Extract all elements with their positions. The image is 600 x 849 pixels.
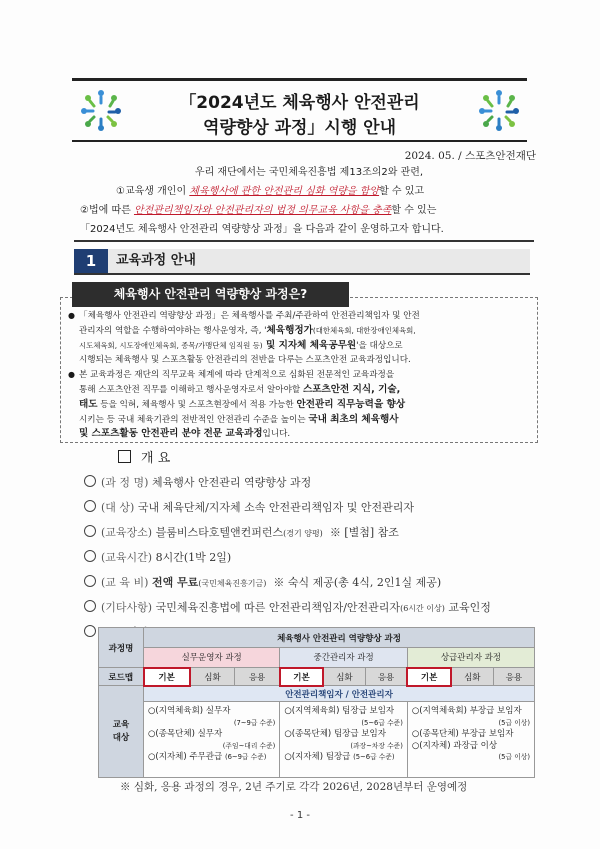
section-number: 1 — [74, 249, 108, 273]
overview-item: (교 육 비) 전액 무료(국민체육진흥기금) ※ 숙식 제공(총 4식, 2인1실 제공) — [84, 574, 441, 590]
intro-line-4: 「2024년도 체육행사 안전관리 역량향상 과정」을 다음과 같이 운영하고자 합니다. — [80, 224, 444, 235]
group-middle-manager: 중간관리자 과정 — [280, 648, 408, 668]
intro-line-3: ②법에 따른 안전관리책임자와 안전관리자의 법정 의무교육 사항을 충족할 수 있는 — [80, 205, 437, 216]
target-label: 교육 대상 — [99, 686, 144, 778]
overview-item: (과 정 명) 체육행사 안전관리 역량향상 과정 — [84, 474, 311, 490]
course-description-bullets — [68, 309, 534, 442]
header-rule-top — [72, 78, 527, 81]
level-applied: 응용 — [493, 668, 534, 686]
roadmap-label: 로드맵 — [99, 668, 144, 686]
target-middle-manager: ○(지역체육회) 팀장급 보임자 (5~6급 수준) ○(종목단체) 팀장급 보임자 (과장~차장 수준) ○(지자체) 팀장급 (5~6급 수준) — [280, 702, 408, 778]
level-advanced: 심화 — [323, 668, 365, 686]
target-practitioner: ○(지역체육회) 실무자 (7~9급 수준) ○(종목단체) 실무자 (주임~대리 수준) ○(지자체) 주무관급 (6~9급 수준) — [144, 702, 280, 778]
intro-line-2: ①교육생 개인이 체육행사에 관한 안전관리 심화 역량을 함양할 수 있고 — [116, 186, 425, 197]
target-header: 안전관리책임자 / 안전관리자 — [144, 686, 535, 702]
intro-line-1: 우리 재단에서는 국민체육진흥법 제13조의2와 관련, — [194, 167, 424, 178]
square-bullet-icon — [118, 450, 131, 463]
date-organization: 2024. 05. / 스포츠안전재단 — [404, 150, 536, 162]
title-line-1: 「2024년도 체육행사 안전관리 — [179, 93, 420, 113]
circle-bullet-icon — [84, 575, 96, 587]
course-description-title: 체육행사 안전관리 역량향상 과정은? — [72, 282, 349, 307]
circle-bullet-icon — [84, 525, 96, 537]
level-basic: 기본 — [407, 668, 451, 686]
intro-rule — [74, 240, 534, 242]
circle-bullet-icon — [84, 500, 96, 512]
bullet-1: ● 「체육행사 안전관리 역량향상 과정」은 체육행사를 주최/주관하여 안전관리책임자 및 안전 관리자의 역할을 수행하여야하는 행사운영자, 즉, '체육행정가(대한체육회, 대한장애인체육회, 시도체육회, 시도장애인체육회, 종목/가맹단체 임직원 등) 및 지자체 체육공무원'을 대상으로 시행되는 체육행사 및 스포츠활동 안전관리의 전반을 다루는 스포츠안전 교육과정입니다. — [68, 309, 534, 368]
level-basic: 기본 — [280, 668, 323, 686]
group-senior-manager: 상급관리자 과정 — [407, 648, 534, 668]
group-practitioner: 실무운영자 과정 — [144, 648, 280, 668]
program-name: 체육행사 안전관리 역량향상 과정 — [144, 628, 535, 648]
education-system-table — [98, 627, 535, 778]
header-rule-bottom — [72, 140, 527, 142]
circle-bullet-icon — [84, 625, 96, 637]
intro-paragraph — [74, 163, 544, 239]
circle-bullet-icon — [84, 600, 96, 612]
footnote: ※ 심화, 응용 과정의 경우, 2년 주기로 각각 2026년, 2028년부터 운영예정 — [120, 781, 468, 793]
overview-item: (대 상) 국내 체육단체/지자체 소속 안전관리책임자 및 안전관리자 — [84, 499, 414, 515]
level-advanced: 심화 — [451, 668, 493, 686]
overview-item: (기타사항) 국민체육진흥법에 따른 안전관리책임자/안전관리자(6시간 이상) 교육인정 — [84, 599, 491, 615]
page-number: - 1 - — [290, 810, 310, 821]
level-basic: 기본 — [144, 668, 190, 686]
overview-item: (교육장소) 블룸비스타호텔앤컨퍼런스(경기 양평) ※ [별첨] 참조 — [84, 524, 399, 540]
overview-item: (교육시간) 8시간(1박 2일) — [84, 549, 231, 565]
circle-bullet-icon — [84, 550, 96, 562]
overview-heading: 개 요 — [118, 447, 170, 466]
level-applied: 응용 — [235, 668, 280, 686]
section-title: 교육과정 안내 — [116, 253, 196, 268]
target-senior-manager: ○(지역체육회) 부장급 보임자 (5급 이상) ○(종목단체) 부장급 보임자 ○(지자체) 과장급 이상 (5급 이상) — [407, 702, 534, 778]
level-applied: 응용 — [365, 668, 407, 686]
bullet-2: ● 본 교육과정은 재단의 직무교육 체계에 따라 단계적으로 심화된 전문적인 교육과정을 통해 스포츠안전 직무를 이해하고 행사운영자로서 알아야할 스포츠안전 지식, 기술, 태도 등을 익혀, 체육행사 및 스포츠현장에서 적용 가능한 안전관리 직무능력을 향상 시키는 등 국내 체육기관의 전반적인 안전관리 수준을 높이는 국내 최초의 체육행사 및 스포츠활동 안전관리 분야 전문 교육과정입니다. — [68, 368, 534, 442]
title-line-2: 역량향상 과정」시행 안내 — [202, 118, 397, 138]
circle-bullet-icon — [84, 475, 96, 487]
level-advanced: 심화 — [190, 668, 235, 686]
col-course-name: 과정명 — [99, 628, 144, 668]
